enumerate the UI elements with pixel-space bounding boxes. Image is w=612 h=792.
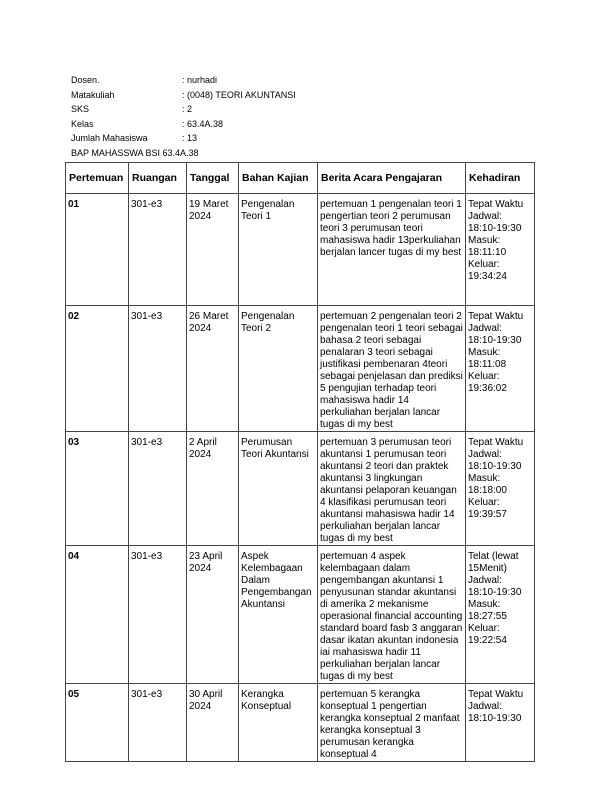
meta-kelas	[71, 117, 296, 132]
kehadiran-jadwal: Jadwal: 18:10-19:30	[468, 449, 522, 472]
cell-pertemuan: 05	[66, 684, 129, 762]
cell-bahan-kajian: Pengenalan Teori 1	[239, 194, 318, 306]
kehadiran-status: Tepat Waktu	[468, 437, 524, 448]
cell-kehadiran	[466, 432, 535, 546]
cell-bahan-kajian: Kerangka Konseptual	[239, 684, 318, 762]
kehadiran-masuk: Masuk: 18:11:08	[468, 347, 507, 370]
kehadiran-keluar: Keluar: 19:36:02	[468, 371, 507, 394]
sks-label: SKS	[71, 104, 90, 115]
cell-ruangan: 301-e3	[129, 194, 187, 306]
cell-pertemuan: 01	[66, 194, 129, 306]
kehadiran-status: Telat (lewat 15Menit)	[468, 551, 519, 574]
table-row	[66, 194, 535, 306]
cell-pertemuan: 02	[66, 306, 129, 432]
jumlah-value: : 13	[182, 133, 198, 144]
cell-berita-acara: pertemuan 5 kerangka konseptual 1 pengertian kerangka konseptual 2 manfaat kerangka konseptual 3 perumusan kerangka konseptual 4	[318, 684, 466, 762]
cell-ruangan: 301-e3	[129, 432, 187, 546]
cell-tanggal: 30 April 2024	[187, 684, 239, 762]
kehadiran-masuk: Masuk: 18:18:00	[468, 473, 507, 496]
meta-sks	[71, 102, 296, 117]
kehadiran-status: Tepat Waktu	[468, 199, 524, 210]
table-row	[66, 306, 535, 432]
bap-table	[65, 162, 535, 762]
meta-jumlah	[71, 131, 296, 146]
cell-berita-acara: pertemuan 4 aspek kelembagaan dalam pengembangan akuntansi 1 penyusunan standar akuntansi di amerika 2 mekanisme operasional financial accounting standard board fasb 3 anggaran dasar ikatan akuntan indonesia iai mahasiswa hadir 11 perkuliahan berjalan lancar tugas di my best	[318, 546, 466, 684]
cell-tanggal: 26 Maret 2024	[187, 306, 239, 432]
col-header-berita-acara: Berita Acara Pengajaran	[318, 163, 466, 194]
cell-pertemuan: 03	[66, 432, 129, 546]
cell-tanggal: 23 April 2024	[187, 546, 239, 684]
meta-matakuliah	[71, 88, 296, 103]
dosen-value: : nurhadi	[182, 75, 218, 85]
cell-berita-acara: pertemuan 3 perumusan teori akuntansi 1 perumusan teori akuntansi 2 teori dan praktek akuntansi 3 lingkungan akuntansi pelaporan keuangan 4 klasifikasi perumusan teori akuntansi mahasiswa hadir 14 perkuliahan berjalan lancar tugas di my best	[318, 432, 466, 546]
cell-kehadiran	[466, 684, 535, 762]
kehadiran-keluar: Keluar: 19:39:57	[468, 497, 507, 520]
kehadiran-masuk: Masuk: 18:27:55	[468, 599, 507, 622]
jumlah-label: Jumlah Mahasiswa	[71, 133, 148, 144]
kehadiran-jadwal: Jadwal: 18:10-19:30	[468, 211, 522, 234]
col-header-bahan-kajian: Bahan Kajian	[239, 163, 318, 194]
cell-kehadiran	[466, 306, 535, 432]
kehadiran-keluar: Keluar: 19:34:24	[468, 259, 507, 282]
sks-value: : 2	[182, 104, 193, 115]
dosen-label: Dosen.	[71, 75, 100, 85]
cell-ruangan: 301-e3	[129, 546, 187, 684]
cell-bahan-kajian: Pengenalan Teori 2	[239, 306, 318, 432]
col-header-kehadiran: Kehadiran	[466, 163, 535, 194]
cell-bahan-kajian: Aspek Kelembagaan Dalam Pengembangan Akuntansi	[239, 546, 318, 684]
cell-kehadiran	[466, 546, 535, 684]
kehadiran-jadwal: Jadwal: 18:10-19:30	[468, 701, 522, 724]
col-header-ruangan: Ruangan	[129, 163, 187, 194]
table-row	[66, 546, 535, 684]
table-row	[66, 432, 535, 546]
kelas-label: Kelas	[71, 118, 94, 129]
kehadiran-jadwal: Jadwal: 18:10-19:30	[468, 323, 522, 346]
cell-ruangan: 301-e3	[129, 684, 187, 762]
kehadiran-status: Tepat Waktu	[468, 689, 524, 700]
kelas-value: : 63.4A.38	[182, 118, 224, 129]
course-metadata	[71, 73, 296, 161]
kehadiran-keluar: Keluar: 19:22:54	[468, 623, 507, 646]
cell-berita-acara: pertemuan 1 pengenalan teori 1 pengertian teori 2 perumusan teori 3 perumusan teori mahasiswa hadir 13perkuliahan berjalan lancer tugas di my best	[318, 194, 466, 306]
table-row	[66, 684, 535, 762]
matakuliah-value: : (0048) TEORI AKUNTANSI	[182, 89, 296, 100]
kehadiran-masuk: Masuk: 18:11:10	[468, 235, 507, 258]
matakuliah-label: Matakuliah	[71, 89, 115, 100]
bap-title: BAP MAHASSWA BSI 63.4A.38	[71, 147, 199, 158]
kehadiran-jadwal: Jadwal: 18:10-19:30	[468, 575, 522, 598]
cell-kehadiran	[466, 194, 535, 306]
table-header-row	[66, 163, 535, 194]
meta-dosen	[71, 73, 296, 88]
cell-tanggal: 19 Maret 2024	[187, 194, 239, 306]
cell-tanggal: 2 April 2024	[187, 432, 239, 546]
col-header-pertemuan: Pertemuan	[66, 163, 129, 194]
kehadiran-status: Tepat Waktu	[468, 311, 524, 322]
cell-bahan-kajian: Perumusan Teori Akuntansi	[239, 432, 318, 546]
cell-berita-acara: pertemuan 2 pengenalan teori 2 pengenalan teori 1 teori sebagai bahasa 2 teori sebagai penalaran 3 teori sebagai justifikasi pembenaran 4teori sebagai penjelasan dan prediksi 5 pengujian terhadap teori mahasiswa hadir 14 perkuliahan berjalan lancar tugas di my best	[318, 306, 466, 432]
col-header-tanggal: Tanggal	[187, 163, 239, 194]
cell-ruangan: 301-e3	[129, 306, 187, 432]
cell-pertemuan: 04	[66, 546, 129, 684]
